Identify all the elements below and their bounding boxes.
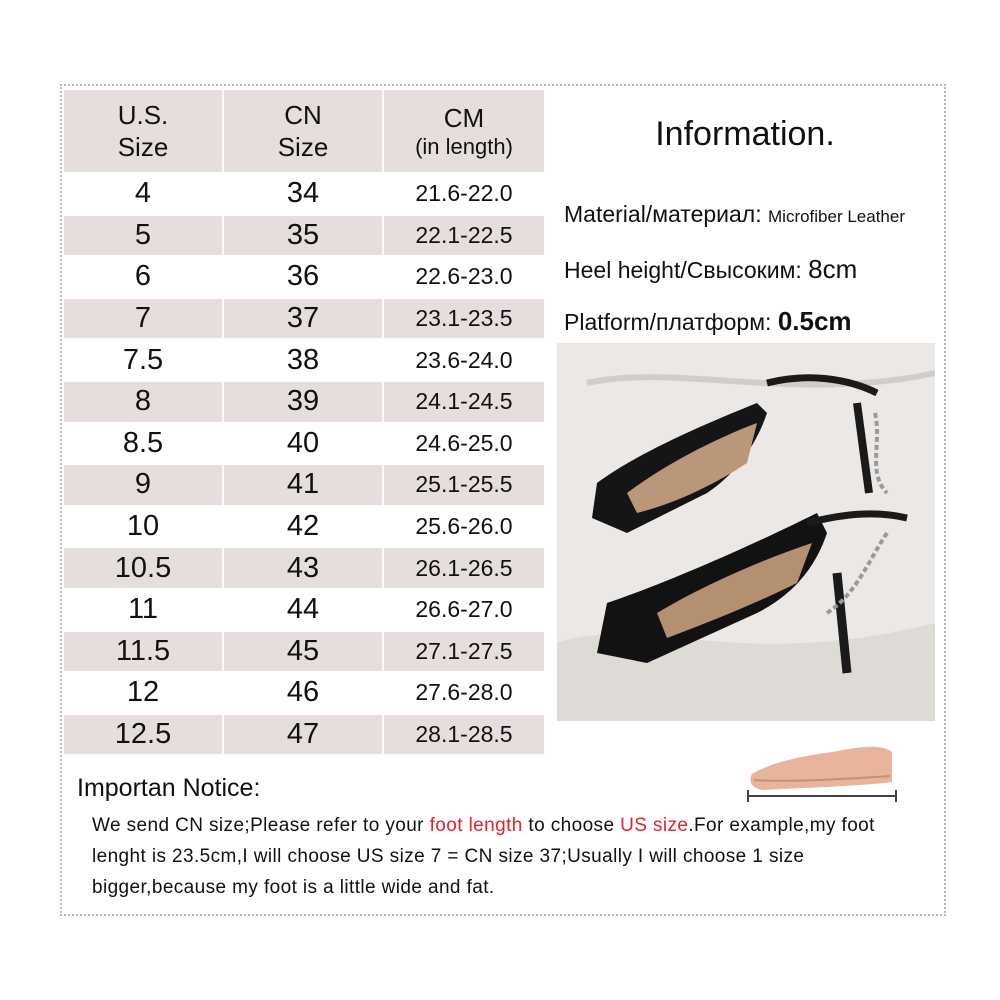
cn-size-cell-value: 45: [286, 634, 320, 667]
notice-title: Importan Notice:: [77, 774, 261, 802]
table-row: [64, 715, 546, 757]
table-row: [64, 507, 546, 549]
cm-length-cell: [384, 590, 546, 632]
us-size-cell-value: 7: [134, 302, 152, 335]
cm-length-cell: [384, 382, 546, 424]
us-size-cell: [64, 590, 224, 632]
cn-size-cell-value: 43: [286, 551, 320, 584]
cm-length-cell-value: 22.6-23.0: [415, 263, 513, 290]
cm-length-cell: [384, 424, 546, 466]
table-row: [64, 632, 546, 674]
info-title: Information.: [548, 92, 942, 176]
heel-height-label: Heel height/Свысоким:: [564, 257, 809, 283]
cm-length-cell-value: 24.6-25.0: [415, 429, 513, 456]
material-line: [564, 201, 905, 228]
us-size-cell: [64, 715, 224, 757]
cn-size-cell-value: 38: [286, 343, 320, 376]
table-row: [64, 174, 546, 216]
cm-length-cell: [384, 715, 546, 757]
us-size-cell: [64, 216, 224, 258]
cn-size-cell-value: 35: [286, 218, 320, 251]
us-size-cell: [64, 673, 224, 715]
heel-height-line: [564, 254, 857, 285]
cn-size-cell-value: 41: [286, 468, 320, 501]
us-size-cell-value: 12: [126, 676, 160, 709]
size-table: [64, 90, 546, 756]
cn-size-cell: [224, 174, 384, 216]
cn-size-cell: [224, 424, 384, 466]
us-size-cell: [64, 382, 224, 424]
cn-size-cell: [224, 632, 384, 674]
us-size-highlight: US size: [620, 815, 689, 836]
cm-length-cell: [384, 465, 546, 507]
us-size-cell: [64, 299, 224, 341]
us-size-cell-value: 10: [126, 510, 160, 543]
cn-size-cell-value: 46: [286, 676, 320, 709]
cn-size-cell: [224, 673, 384, 715]
cn-size-cell: [224, 382, 384, 424]
us-size-cell-value: 7.5: [122, 343, 164, 376]
us-size-cell-value: 8.5: [122, 426, 164, 459]
us-size-cell-value: 9: [134, 468, 152, 501]
table-row: [64, 382, 546, 424]
cm-length-cell-value: 22.1-22.5: [415, 221, 513, 248]
us-size-cell-value: 11: [127, 593, 159, 626]
cn-size-cell-value: 36: [286, 260, 320, 293]
table-header-row: [64, 90, 546, 174]
header-cn-size: CN Size: [224, 90, 384, 174]
platform-value: 0.5cm: [777, 306, 852, 336]
cm-length-cell-value: 27.6-28.0: [415, 679, 513, 706]
us-size-cell-value: 6: [134, 260, 152, 293]
table-row: [64, 465, 546, 507]
table-row: [64, 673, 546, 715]
cn-size-cell: [224, 715, 384, 757]
cm-length-cell-value: 27.1-27.5: [415, 637, 513, 664]
cn-size-cell: [224, 507, 384, 549]
us-size-cell-value: 4: [134, 177, 152, 210]
cn-size-cell-value: 42: [286, 510, 320, 543]
cn-size-cell-value: 40: [286, 426, 320, 459]
foot-length-highlight: foot length: [429, 815, 523, 836]
table-row: [64, 299, 546, 341]
us-size-cell-value: 12.5: [114, 718, 172, 751]
us-size-cell-value: 10.5: [114, 551, 172, 584]
cm-length-cell: [384, 299, 546, 341]
us-size-cell: [64, 465, 224, 507]
cm-length-cell: [384, 257, 546, 299]
cm-length-cell-value: 21.6-22.0: [415, 180, 513, 207]
cm-length-cell-value: 25.1-25.5: [415, 471, 513, 498]
cn-size-cell: [224, 590, 384, 632]
cm-length-cell-value: 23.1-23.5: [415, 305, 513, 332]
us-size-cell-value: 8: [134, 385, 152, 418]
us-size-cell: [64, 632, 224, 674]
cm-length-cell-value: 26.6-27.0: [415, 596, 513, 623]
table-body: [64, 174, 546, 756]
us-size-cell: [64, 340, 224, 382]
us-size-cell-value: 11.5: [115, 634, 171, 667]
us-size-cell: [64, 257, 224, 299]
cn-size-cell-value: 39: [286, 385, 320, 418]
header-us-size: U.S. Size: [64, 90, 224, 174]
table-row: [64, 340, 546, 382]
us-size-cell: [64, 424, 224, 466]
cn-size-cell: [224, 257, 384, 299]
us-size-cell: [64, 548, 224, 590]
cn-size-cell-value: 44: [286, 593, 320, 626]
cm-length-cell: [384, 507, 546, 549]
cm-length-cell-value: 25.6-26.0: [415, 513, 513, 540]
cm-length-cell: [384, 548, 546, 590]
material-value: Microfiber Leather: [768, 207, 906, 226]
cn-size-cell: [224, 465, 384, 507]
platform-line: [564, 306, 852, 337]
cm-length-cell-value: 24.1-24.5: [415, 388, 513, 415]
table-row: [64, 216, 546, 258]
us-size-cell-value: 5: [134, 218, 152, 251]
material-label: Material/материал:: [564, 201, 768, 227]
table-row: [64, 257, 546, 299]
foot-length-illustration: [742, 732, 902, 804]
product-photo: [557, 343, 935, 721]
cm-length-cell: [384, 174, 546, 216]
table-row: [64, 424, 546, 466]
cn-size-cell-value: 47: [286, 718, 320, 751]
table-row: [64, 548, 546, 590]
cm-length-cell: [384, 340, 546, 382]
heel-height-value: 8cm: [808, 254, 858, 284]
cm-length-cell: [384, 673, 546, 715]
cm-length-cell: [384, 216, 546, 258]
cn-size-cell: [224, 216, 384, 258]
us-size-cell: [64, 174, 224, 216]
platform-label: Platform/платформ:: [564, 309, 778, 335]
cm-length-cell-value: 28.1-28.5: [415, 721, 513, 748]
cn-size-cell-value: 34: [286, 177, 320, 210]
cn-size-cell: [224, 340, 384, 382]
cm-length-cell: [384, 632, 546, 674]
notice-text: We send CN size;Please refer to your foot length to choose US size.For example,my foot lenght is 23.5cm,I will choose US size 7 = CN size 37;Usually I will choose 1 size bigger,because my foot is a little wide and fat.: [92, 815, 875, 898]
table-row: [64, 590, 546, 632]
cn-size-cell: [224, 548, 384, 590]
cm-length-cell-value: 23.6-24.0: [415, 346, 513, 373]
cn-size-cell-value: 37: [286, 302, 320, 335]
cn-size-cell: [224, 299, 384, 341]
cm-length-cell-value: 26.1-26.5: [415, 554, 513, 581]
header-cm-length: CM (in length): [384, 90, 546, 174]
us-size-cell: [64, 507, 224, 549]
